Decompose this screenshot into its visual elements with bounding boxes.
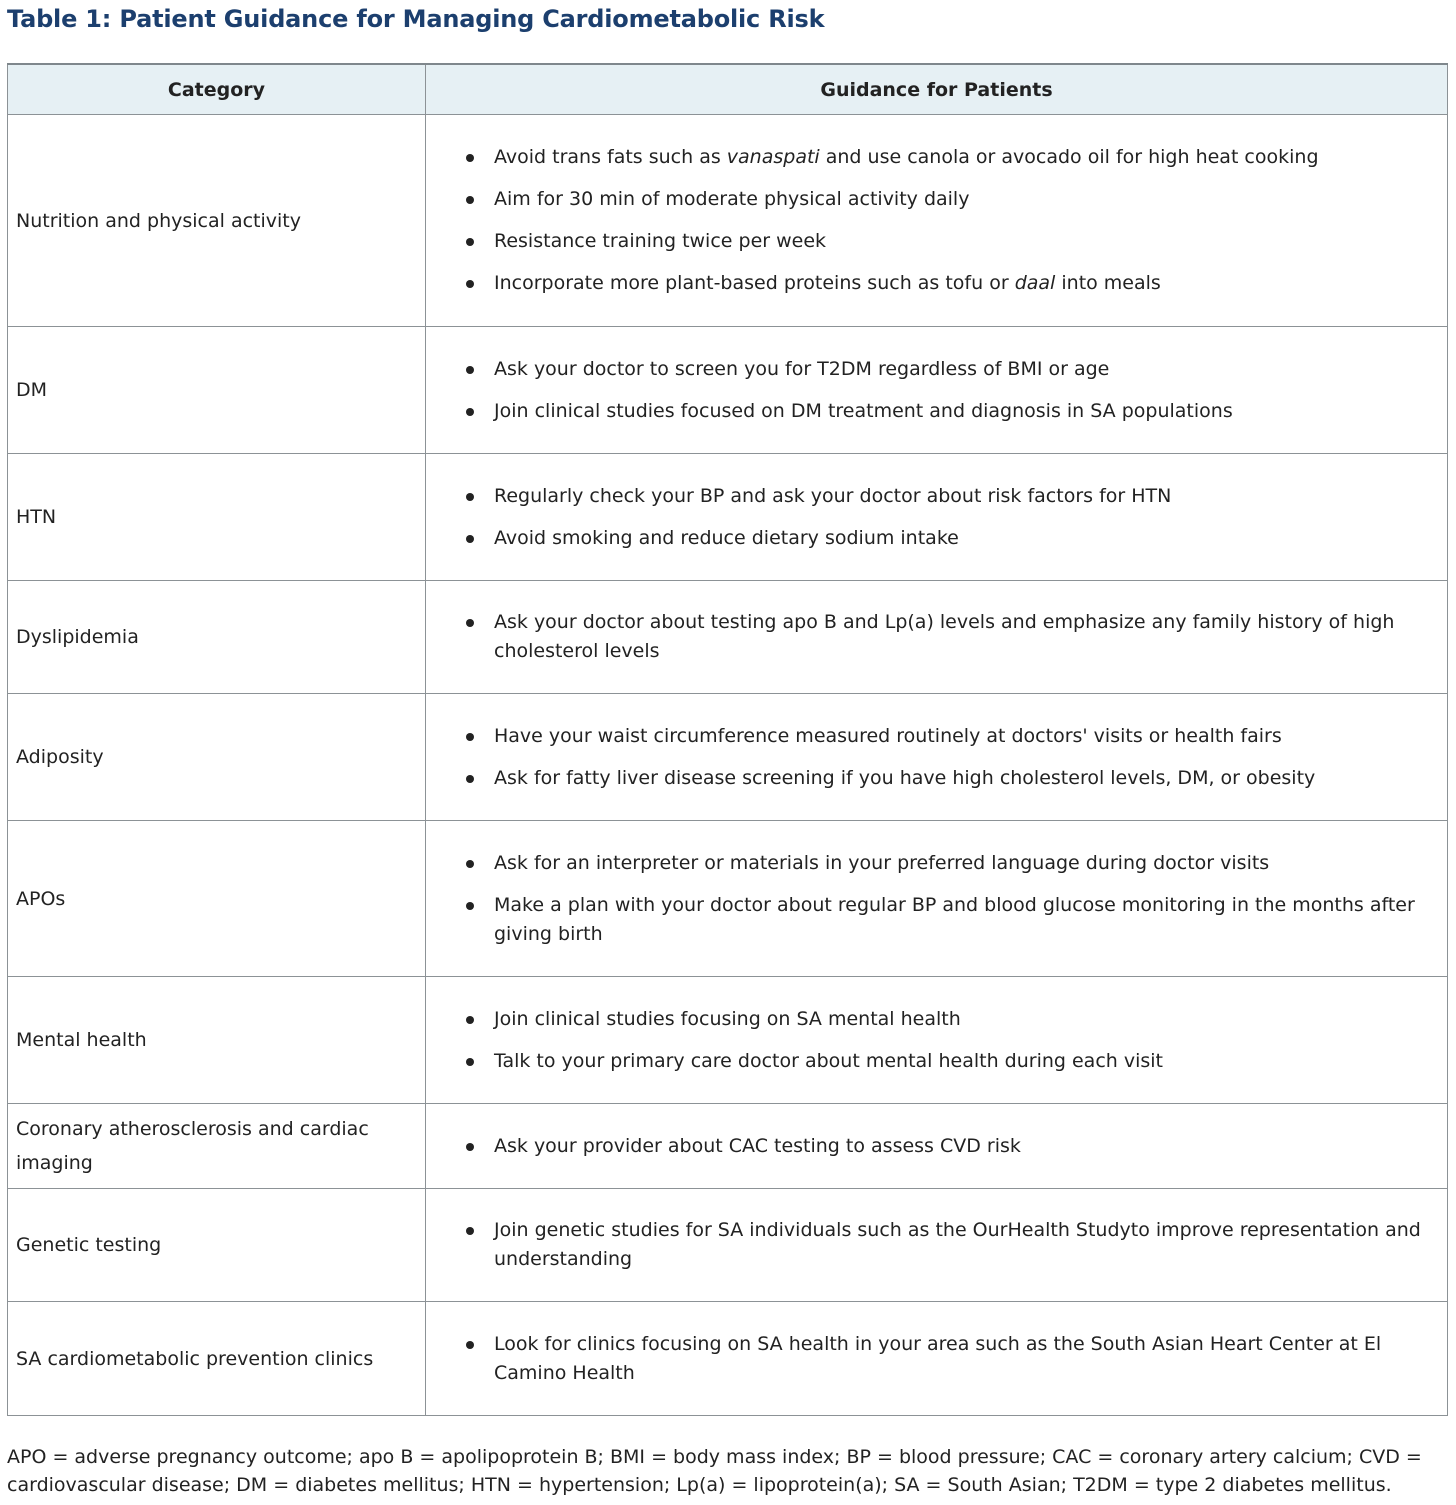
bullet-icon	[466, 1227, 474, 1235]
bullet-icon	[466, 408, 474, 416]
table-footnote: APO = adverse pregnancy outcome; apo B = apolipoprotein B; BMI = body mass index; BP = blood pressure; CAC = coronary artery calcium; CVD = cardiovascular disease; DM = diabetes mellitus; HTN = hypertension; Lp(a) = lipoprotein(a); SA = South Asian; T2DM = type 2 diabetes mellitus.	[7, 1446, 1422, 1496]
bullet-icon	[466, 154, 474, 162]
list-item: Join clinical studies focusing on SA mental health	[426, 1005, 1423, 1034]
guidance-cell	[426, 821, 1448, 977]
category-cell: Coronary atherosclerosis and cardiac imaging	[8, 1104, 426, 1189]
header-category: Category	[8, 64, 426, 115]
guidance-list	[426, 849, 1423, 949]
bullet-icon	[466, 280, 474, 288]
list-item: Make a plan with your doctor about regular BP and blood glucose monitoring in the months after giving birth	[426, 891, 1423, 949]
bullet-icon	[466, 238, 474, 246]
category-cell: Dyslipidemia	[8, 581, 426, 694]
bullet-icon	[466, 1016, 474, 1024]
bullet-icon	[466, 493, 474, 501]
header-guidance: Guidance for Patients	[426, 64, 1448, 115]
category-cell: Genetic testing	[8, 1189, 426, 1302]
guidance-list	[426, 1330, 1423, 1388]
bullet-icon	[466, 366, 474, 374]
list-item: Ask your doctor about testing apo B and Lp(a) levels and emphasize any family history of high cholesterol levels	[426, 608, 1423, 666]
category-cell: Adiposity	[8, 694, 426, 821]
table-row	[8, 115, 1448, 327]
bullet-icon	[466, 775, 474, 783]
guidance-cell	[426, 115, 1448, 327]
guidance-list	[426, 1005, 1423, 1076]
category-cell: DM	[8, 327, 426, 454]
guidance-cell	[426, 581, 1448, 694]
list-item: Aim for 30 min of moderate physical activity daily	[426, 185, 1423, 214]
list-item: Ask your provider about CAC testing to assess CVD risk	[426, 1132, 1423, 1161]
table-title: Table 1: Patient Guidance for Managing Cardiometabolic Risk	[7, 5, 825, 33]
bullet-icon	[466, 196, 474, 204]
guidance-list	[426, 1132, 1423, 1161]
guidance-list	[426, 1216, 1423, 1274]
guidance-list	[426, 355, 1423, 426]
list-item: Regularly check your BP and ask your doctor about risk factors for HTN	[426, 482, 1423, 511]
bullet-icon	[466, 902, 474, 910]
list-item: Incorporate more plant-based proteins such as tofu or daal into meals	[426, 269, 1423, 298]
list-item: Join clinical studies focused on DM treatment and diagnosis in SA populations	[426, 397, 1423, 426]
table-header-row	[8, 64, 1448, 115]
list-item: Look for clinics focusing on SA health in your area such as the South Asian Heart Center at El Camino Health	[426, 1330, 1423, 1388]
guidance-cell	[426, 1302, 1448, 1416]
list-item: Join genetic studies for SA individuals such as the OurHealth Studyto improve representation and understanding	[426, 1216, 1423, 1274]
table-row	[8, 694, 1448, 821]
table-row	[8, 1302, 1448, 1416]
guidance-list	[426, 722, 1423, 793]
category-cell: APOs	[8, 821, 426, 977]
guidance-cell	[426, 454, 1448, 581]
bullet-icon	[466, 1058, 474, 1066]
guidance-list	[426, 482, 1423, 553]
bullet-icon	[466, 733, 474, 741]
category-cell: Mental health	[8, 977, 426, 1104]
bullet-icon	[466, 619, 474, 627]
table-row	[8, 977, 1448, 1104]
bullet-icon	[466, 1341, 474, 1349]
bullet-icon	[466, 535, 474, 543]
guidance-list	[426, 608, 1423, 666]
guidance-cell	[426, 694, 1448, 821]
guidance-list	[426, 143, 1423, 298]
list-item: Ask for fatty liver disease screening if you have high cholesterol levels, DM, or obesity	[426, 764, 1423, 793]
category-cell: HTN	[8, 454, 426, 581]
table-row	[8, 821, 1448, 977]
table-row	[8, 1104, 1448, 1189]
list-item: Ask your doctor to screen you for T2DM regardless of BMI or age	[426, 355, 1423, 384]
list-item: Resistance training twice per week	[426, 227, 1423, 256]
list-item: Talk to your primary care doctor about mental health during each visit	[426, 1047, 1423, 1076]
table-row	[8, 1189, 1448, 1302]
guidance-table	[7, 63, 1448, 1416]
table-row	[8, 327, 1448, 454]
table-row	[8, 454, 1448, 581]
category-cell: SA cardiometabolic prevention clinics	[8, 1302, 426, 1416]
list-item: Have your waist circumference measured routinely at doctors' visits or health fairs	[426, 722, 1423, 751]
bullet-icon	[466, 860, 474, 868]
guidance-cell	[426, 1104, 1448, 1189]
list-item: Avoid smoking and reduce dietary sodium intake	[426, 524, 1423, 553]
bullet-icon	[466, 1143, 474, 1151]
guidance-cell	[426, 327, 1448, 454]
guidance-cell	[426, 1189, 1448, 1302]
list-item: Avoid trans fats such as vanaspati and use canola or avocado oil for high heat cooking	[426, 143, 1423, 172]
list-item: Ask for an interpreter or materials in your preferred language during doctor visits	[426, 849, 1423, 878]
guidance-cell	[426, 977, 1448, 1104]
table-row	[8, 581, 1448, 694]
category-cell: Nutrition and physical activity	[8, 115, 426, 327]
